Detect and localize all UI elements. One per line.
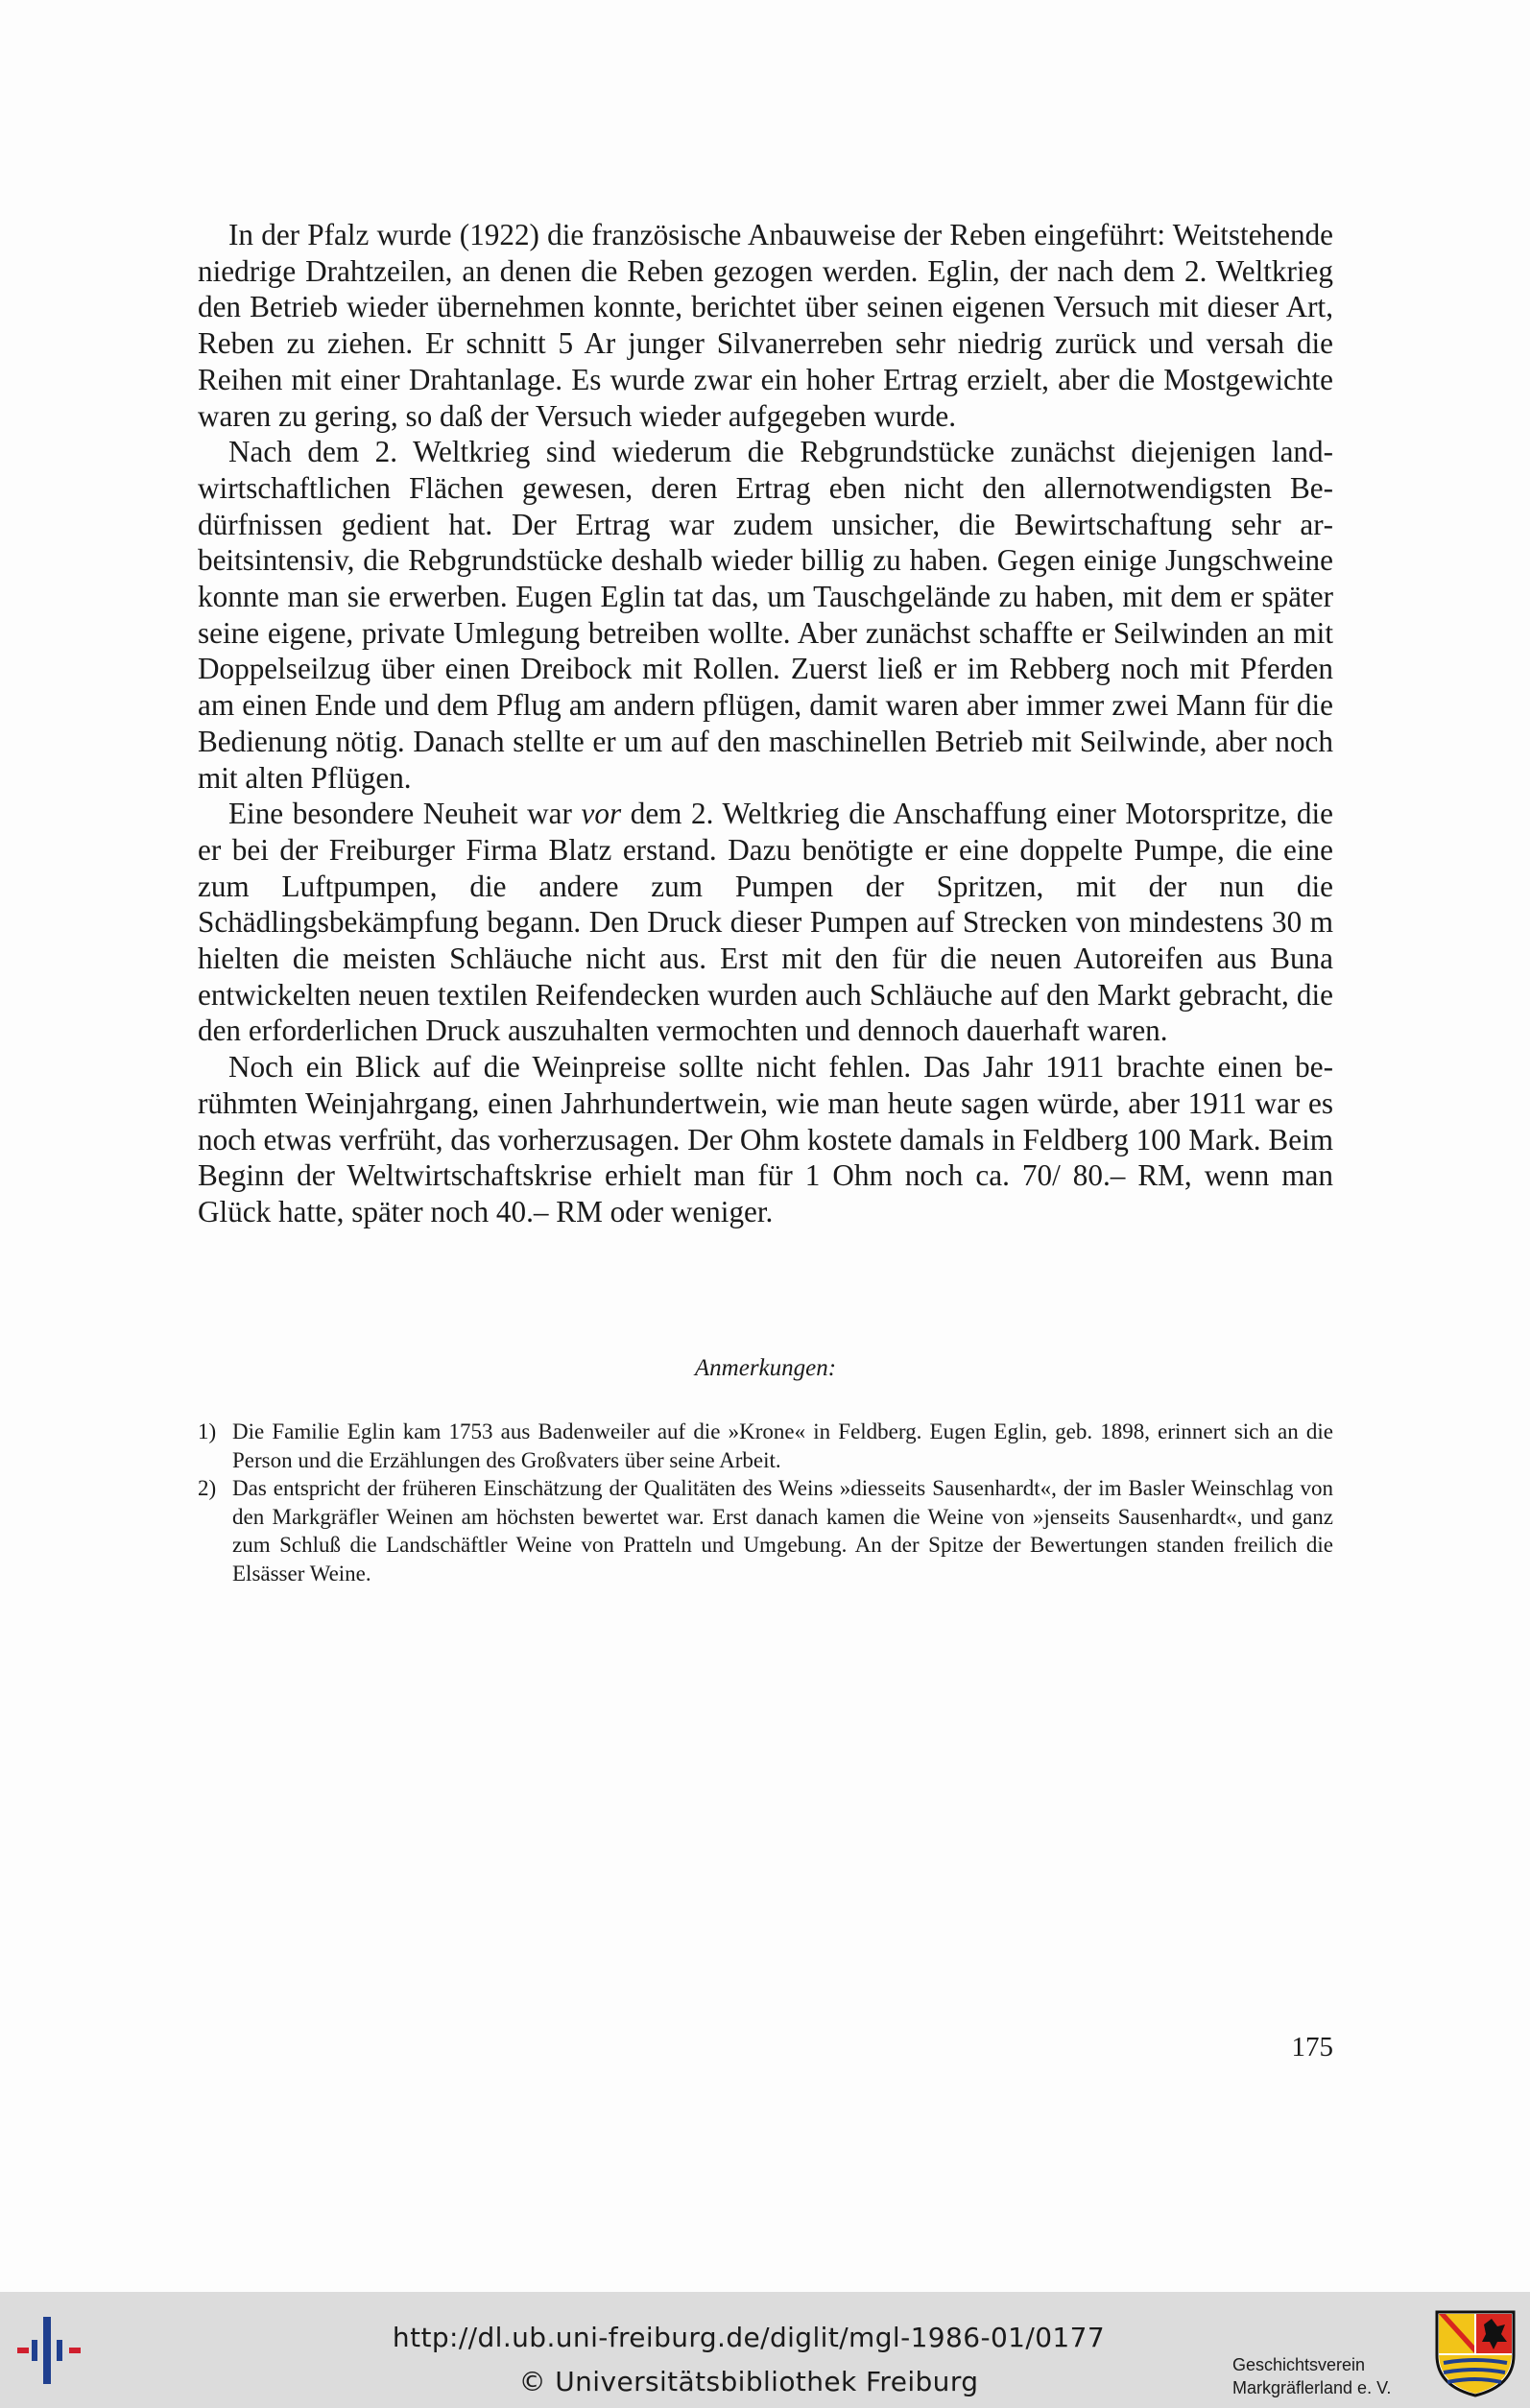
paragraph-text: Eine besondere Neuheit war (228, 797, 582, 831)
paragraph: In der Pfalz wurde (1922) die französische Anbauweise der Reben eingeführt: Weitstehende niedrige Drahtzeilen, an denen die Reben gezogen werden. Eglin, der nach dem 2. Weltkrieg den Betrieb wieder übernehmen konnte, berichtet über seinen eigenen Versuch mit dieser Art, Reben zu ziehen. Er schnitt 5 Ar junger Silvanerreben sehr niedrig zurück und versah die Reihen mit einer Drahtanlage. Es wurde zwar ein hoher Ertrag erzielt, aber die Mostgewichte waren zu gering, so daß der Versuch wieder aufgegeben wurde. (198, 218, 1333, 433)
footnote (198, 1418, 1333, 1474)
footnote (198, 1474, 1333, 1587)
footnotes (198, 1418, 1333, 1587)
coat-of-arms-icon (1434, 2309, 1517, 2397)
body-text (198, 217, 1333, 1230)
paragraph-text: dem 2. Weltkrieg die Anschaffung einer Motorspritze, die er bei der Freiburger Firma Blatz erstand. Dazu benötigte er eine doppelte Pumpe, die eine zum Luftpumpen, die andere zum Pumpen der Spritzen, mit der nun die Schädlingsbekämpfung begann. Den Druck dieser Pumpen auf Strecken von mindestens 30 m hielten die meisten Schläuche nicht aus. Erst mit den für die neuen Autoreifen aus Buna entwickelten neuen textilen Reifendecken wurden auch Schläuche auf den Markt gebracht, die den erforderlichen Druck auszuhalten vermochten und dennoch dauerhaft waren. (198, 797, 1333, 1048)
footnote-number: 1) (198, 1419, 217, 1443)
paragraph: Nach dem 2. Weltkrieg sind wiederum die Rebgrundstücke zunächst diejenigen landwirtschaftlichen Flächen gewesen, deren Ertrag eben nicht den allernotwendigsten Bedürfnissen gedient hat. Der Ertrag war zudem unsicher, die Bewirtschaftung sehr arbeitsintensiv, die Rebgrundstücke deshalb wieder billig zu haben. Gegen einige Jungschweine konnte man sie erwerben. Eugen Eglin tat das, um Tauschgelände zu haben, mit dem er später seine eigene, private Umlegung betreiben wollte. Aber zunächst schaffte er Seilwinden an mit Doppelseilzug über einen Dreibock mit Rollen. Zuerst ließ er im Rebberg noch mit Pferden am einen Ende und dem Pflug am andern pflügen, damit waren aber immer zwei Mann für die Bedienung nötig. Danach stellte er um auf den maschinellen Betrieb mit Seilwinde, aber noch mit alten Pflügen. (198, 435, 1333, 795)
library-logo-icon (17, 2311, 94, 2390)
permalink-url[interactable]: http://dl.ub.uni-freiburg.de/diglit/mgl-1986-01/0177 (392, 2322, 1106, 2353)
footnote-number: 2) (198, 1476, 217, 1500)
copyright-notice: © Universitätsbibliothek Freiburg (518, 2366, 979, 2397)
footer-bar (0, 2292, 1530, 2408)
paragraph: Noch ein Blick auf die Weinpreise sollte nicht fehlen. Das Jahr 1911 brachte einen berühmten Weinjahrgang, einen Jahrhundertwein, wie man heute sagen würde, aber 1911 war es noch etwas verfrüht, das vorherzusagen. Der Ohm kostete damals in Feldberg 100 Mark. Beim Beginn der Weltwirtschaftskrise erhielt man für 1 Ohm noch ca. 70/ 80.– RM, wenn man Glück hatte, später noch 40.– RM oder weniger. (198, 1050, 1333, 1228)
footnote-text: Die Familie Eglin kam 1753 aus Badenweiler auf die »Krone« in Feldberg. Eugen Eglin, geb. 1898, erinnert sich an die Person und die Erzählungen des Großvaters über seine Arbeit. (232, 1419, 1333, 1472)
notes-heading: Anmerkungen: (694, 1355, 837, 1381)
society-name (1232, 2353, 1424, 2399)
footnote-text: Das entspricht der früheren Einschätzung der Qualitäten des Weins »diesseits Sausenhardt«, der im Basler Weinschlag von den Markgräfler Weinen am höchsten bewertet war. Erst danach kamen die Weine von »jenseits Sausenhardt«, und ganz zum Schluß die Landschäftler Weine von Pratteln und Umgebung. An der Spitze der Bewertungen standen freilich die Elsässer Weine. (232, 1476, 1333, 1585)
society-line: Geschichtsverein (1232, 2355, 1366, 2374)
paragraph (198, 796, 1333, 1049)
emphasis: vor (581, 797, 622, 831)
page-number: 175 (1291, 2032, 1333, 2062)
society-line: Markgräflerland e. V. (1232, 2378, 1392, 2397)
